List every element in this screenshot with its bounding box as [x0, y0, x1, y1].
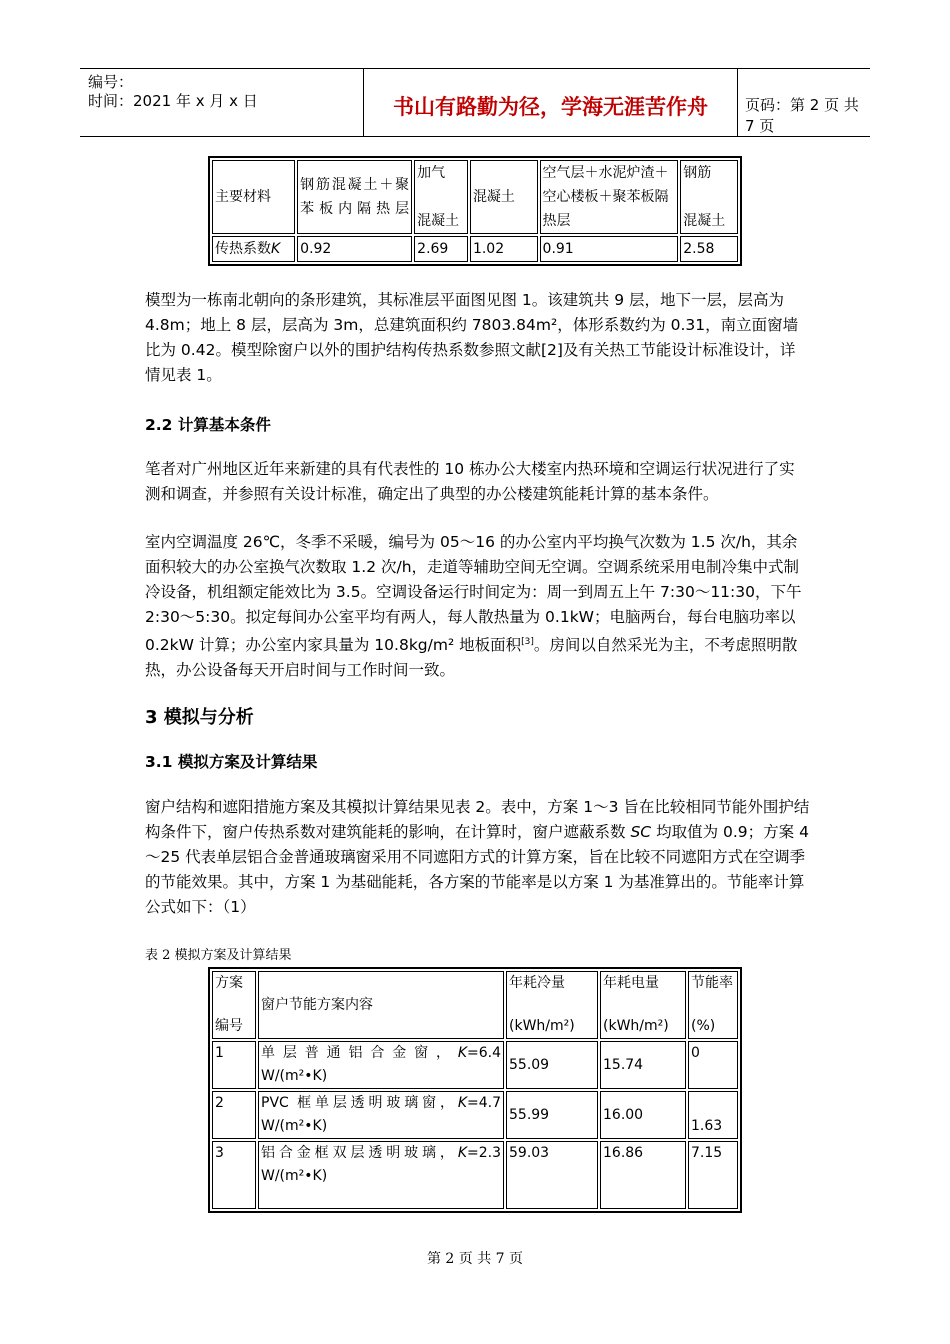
paragraph	[145, 795, 810, 920]
table-caption: 表 2 模拟方案及计算结果	[145, 948, 292, 963]
paragraph	[145, 530, 810, 683]
table-cell	[600, 971, 686, 1039]
page-footer: 第 2 页 共 7 页	[426, 1251, 524, 1267]
table-cell: 55.99	[506, 1091, 598, 1139]
table-cell: 2.69	[414, 236, 468, 262]
table-cell: 1.63	[688, 1091, 738, 1139]
cell-text: 方案	[215, 975, 243, 991]
cell-text: K	[457, 1045, 467, 1061]
table-cell	[297, 160, 412, 234]
table-cell: 55.09	[506, 1041, 598, 1089]
cell-text: (kWh/m²)	[509, 1018, 575, 1034]
cell-text: PVC 框单层透明玻璃窗，	[261, 1095, 458, 1111]
paragraph-text: 窗户结构和遮阳措施方案及其模拟计算结果见表 2。表中，方案 1～3 旨在比较相同节能外围护结构条件下，窗户传热系数对建筑能耗的影响，在计算时，窗户遮蔽系数	[145, 798, 810, 841]
paragraph-text: 室内空调温度 26℃，冬季不采暖，编号为 05～16 的办公室内平均换气次数为 1.5 次/h，其余面积较大的办公室换气次数取 1.2 次/h，走道等辅助空间无空调。空调系统采用电制冷集中式制冷设备，机组额定能效比为 3.5。空调设备运行时间定为：周一到周五上午 7:30～11:30，下午 2:30～5:30。拟定每间办公室平均有两人，每人散热量为 0.1kW；电脑两台，每台电脑功率以 0.2kW 计算；办公室内家具量为 10.8kg/m² 地板面积	[145, 533, 802, 655]
cell-text: W/(m²•K)	[261, 1068, 328, 1084]
paragraph-symbol: SC	[630, 823, 652, 841]
cell-text: K	[457, 1145, 467, 1161]
header-date-label: 时间：2021 年 x 月 x 日	[88, 92, 258, 110]
chapter-heading: 3 模拟与分析	[145, 707, 254, 728]
header-meta	[88, 73, 278, 111]
table-row	[212, 1141, 738, 1209]
cell-text: 节能率	[691, 975, 733, 991]
table-cell: 16.00	[600, 1091, 686, 1139]
table-2	[208, 967, 742, 1213]
header-page-label: 页码：第 2 页 共 7 页	[745, 96, 859, 135]
cell-text: 钢筋	[683, 165, 712, 181]
page-header	[80, 68, 870, 137]
cell-text: W/(m²•K)	[261, 1118, 328, 1134]
table-cell: 0.91	[540, 236, 679, 262]
cell-text: (kWh/m²)	[603, 1018, 669, 1034]
table-1	[208, 156, 742, 266]
cell-text: 空气层＋水泥炉渣＋空心楼板＋聚苯板隔热层	[542, 165, 669, 229]
table-cell: 7.15	[688, 1141, 738, 1209]
cell-text: =2.3	[467, 1145, 501, 1161]
table-cell: 3	[212, 1141, 256, 1209]
table-cell: 16.86	[600, 1141, 686, 1209]
cell-text: 混凝土	[472, 189, 515, 205]
paragraph-text: 。房间以自然采光为主，不考虑照明散热，办公设备每天开启时间与工作时间一致。	[145, 636, 798, 680]
table-cell: 59.03	[506, 1141, 598, 1209]
table-cell	[470, 160, 538, 234]
table-cell: 1.02	[470, 236, 538, 262]
cell-text: =4.7	[467, 1095, 501, 1111]
table-cell	[414, 160, 468, 234]
cell-text: 年耗电量	[603, 975, 659, 991]
cell-text: 铝合金框双层透明玻璃，	[261, 1145, 458, 1161]
table-cell: 0.92	[297, 236, 412, 262]
table-row	[212, 236, 738, 262]
header-number-label: 编号：	[88, 73, 134, 91]
table-cell	[506, 971, 598, 1039]
paragraph: 笔者对广州地区近年来新建的具有代表性的 10 栋办公大楼室内热环境和空调运行状况进行了实测和调查，并参照有关设计标准，确定出了典型的办公楼建筑能耗计算的基本条件。	[145, 460, 795, 503]
cell-text: 年耗冷量	[509, 975, 565, 991]
table-cell	[258, 1141, 504, 1209]
table-cell	[258, 1091, 504, 1139]
cell-text: 编号	[215, 1018, 243, 1034]
table-row	[212, 160, 738, 234]
table-cell	[212, 236, 295, 262]
cell-text: =6.4	[467, 1045, 501, 1061]
table-cell: 0	[688, 1041, 738, 1089]
table-cell	[680, 160, 738, 234]
header-divider	[737, 69, 738, 136]
cell-text: W/(m²•K)	[261, 1168, 328, 1184]
cell-text: 单层普通铝合金窗，	[261, 1045, 458, 1061]
table-cell	[212, 971, 256, 1039]
table-row	[212, 1091, 738, 1139]
table-cell	[258, 1041, 504, 1089]
table-cell	[258, 971, 504, 1039]
paragraph: 模型为一栋南北朝向的条形建筑，其标准层平面图见图 1。该建筑共 9 层，地下一层，层高为 4.8m；地上 8 层，层高为 3m，总建筑面积约 7803.84m²，体形系数约为 0.31，南立面窗墙比为 0.42。模型除窗户以外的围护结构传热系数参照文献[2]及有关热工节能设计标准设计，详情见表 1。	[145, 291, 799, 384]
cell-text: K	[271, 241, 281, 257]
cell-text: 混凝土	[683, 213, 726, 229]
table-cell: 15.74	[600, 1041, 686, 1089]
cell-text: 传热系数	[215, 241, 271, 257]
cell-text: K	[457, 1095, 467, 1111]
table-row	[212, 971, 738, 1039]
table-cell: 2.58	[680, 236, 738, 262]
cell-text: 主要材料	[215, 189, 271, 205]
table-row	[212, 1041, 738, 1089]
table-cell: 1	[212, 1041, 256, 1089]
cell-text: 窗户节能方案内容	[261, 996, 373, 1013]
table-cell: 2	[212, 1091, 256, 1139]
cell-text: (%)	[691, 1018, 716, 1034]
cell-text: 加气	[417, 165, 446, 181]
table-cell	[688, 971, 738, 1039]
paragraph-text: 均取值为 0.9；方案 4～25 代表单层铝合金普通玻璃窗采用不同遮阳方式的计算方案，旨在比较不同遮阳方式在空调季的节能效果。其中，方案 1 为基础能耗，各方案的节能率是以方案 1 为基准算出的。节能率计算公式如下：（1）	[145, 823, 809, 916]
table-cell	[212, 160, 295, 234]
section-heading: 2.2 计算基本条件	[145, 416, 271, 434]
section-heading: 3.1 模拟方案及计算结果	[145, 753, 318, 771]
reference-mark: [3]	[521, 637, 534, 647]
table-cell	[540, 160, 679, 234]
cell-text: 钢筋混凝土＋聚苯板内隔热层	[300, 177, 410, 217]
cell-text: 混凝土	[417, 213, 460, 229]
header-motto: 书山有路勤为径，学海无涯苦作舟	[393, 94, 708, 119]
